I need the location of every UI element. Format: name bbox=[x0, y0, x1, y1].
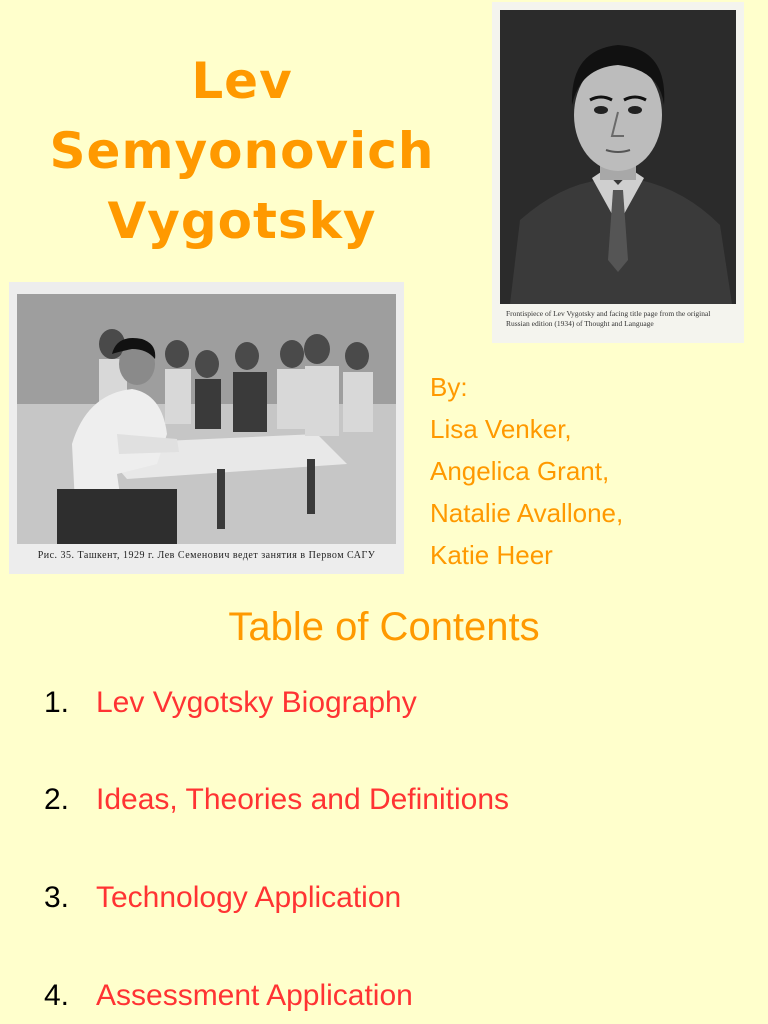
toc-link-assessment[interactable]: Assessment Application bbox=[96, 979, 413, 1012]
portrait-image bbox=[500, 10, 736, 304]
toc-item-number: 4. bbox=[44, 979, 70, 1012]
toc-item-assessment[interactable] bbox=[44, 976, 413, 1016]
toc-item-number: 1. bbox=[44, 686, 70, 719]
toc-heading: Table of Contents bbox=[228, 605, 540, 649]
author-name: Natalie Avallone, bbox=[430, 498, 624, 528]
portrait-illustration bbox=[500, 10, 736, 304]
page-title bbox=[0, 46, 484, 256]
toc-link-technology[interactable]: Technology Application bbox=[96, 881, 402, 914]
toc-link-ideas[interactable]: Ideas, Theories and Definitions bbox=[96, 783, 510, 816]
toc-item-technology[interactable] bbox=[44, 878, 401, 918]
toc-item-number: 3. bbox=[44, 881, 70, 914]
title-line-3: Vygotsky bbox=[107, 192, 377, 250]
group-image bbox=[17, 294, 396, 544]
group-caption: Рис. 35. Ташкент, 1929 г. Лев Семенович ведет занятия в Первом САГУ bbox=[37, 550, 376, 561]
toc-item-ideas[interactable] bbox=[44, 780, 509, 820]
author-name: Katie Heer bbox=[430, 540, 553, 570]
authors-block bbox=[430, 366, 623, 576]
toc-item-number: 2. bbox=[44, 783, 70, 816]
portrait-photo bbox=[492, 2, 744, 343]
group-photo bbox=[9, 282, 404, 574]
title-line-2: Semyonovich bbox=[49, 122, 435, 180]
by-label: By: bbox=[430, 372, 468, 402]
author-name: Angelica Grant, bbox=[430, 456, 610, 486]
group-illustration bbox=[17, 294, 396, 544]
toc-item-biography[interactable] bbox=[44, 683, 417, 723]
portrait-caption: Frontispiece of Lev Vygotsky and facing title page from the original Russian edition (1934) of Thought and Language bbox=[506, 309, 711, 328]
toc-link-biography[interactable]: Lev Vygotsky Biography bbox=[96, 686, 417, 719]
author-name: Lisa Venker, bbox=[430, 414, 572, 444]
title-line-1: Lev bbox=[191, 52, 293, 110]
